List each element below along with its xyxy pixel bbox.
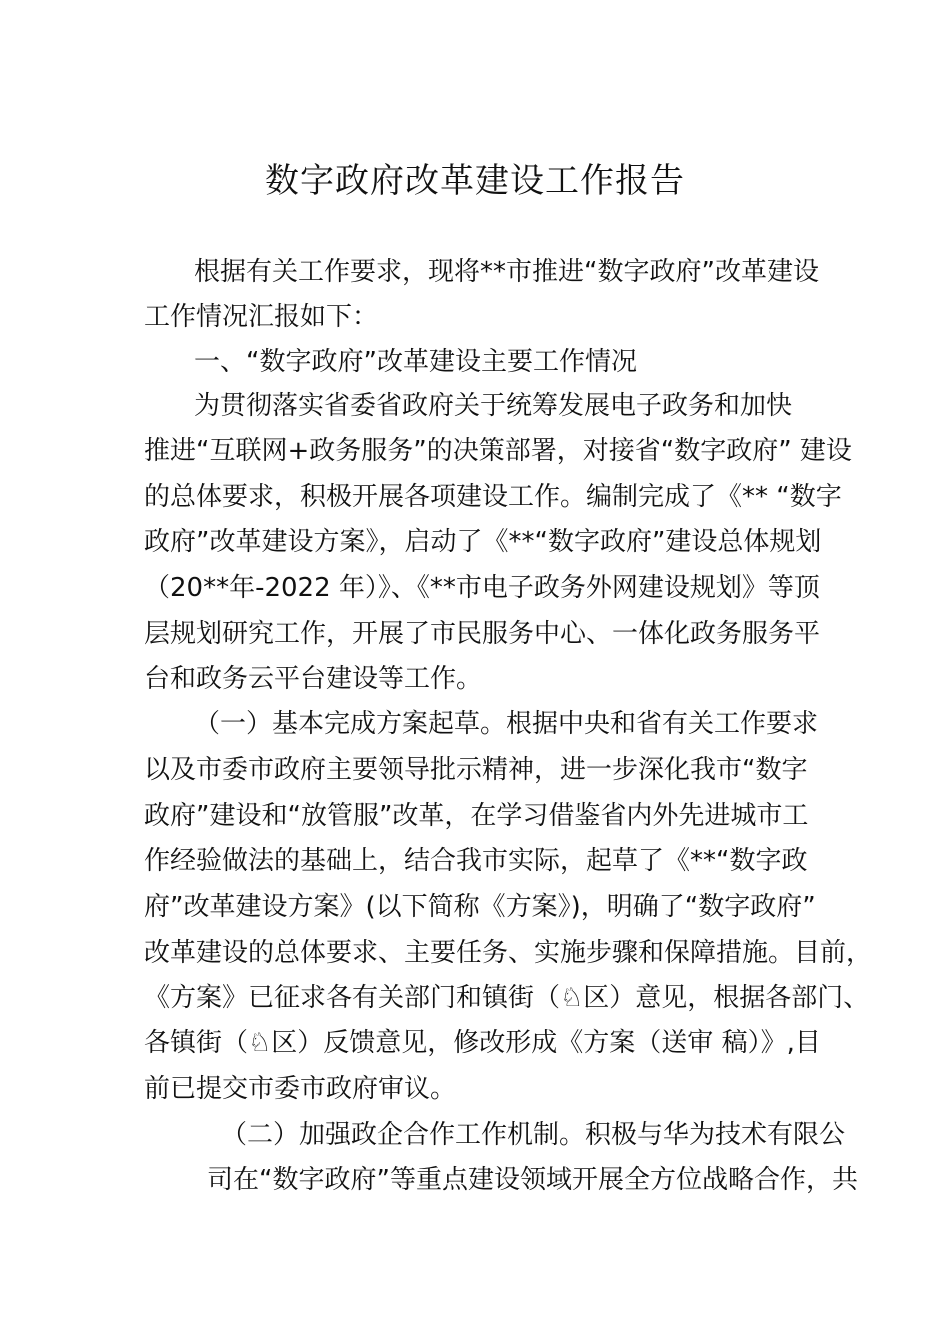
document-title: 数字政府改革建设工作报告 bbox=[265, 161, 685, 201]
paragraph-line: 层规划研究工作，开展了市民服务中心、一体化政务服务平 bbox=[144, 619, 821, 649]
paragraph-line: 根据有关工作要求，现将**市推进“数字政府”改革建设 bbox=[194, 257, 819, 287]
paragraph-line: 《方案》已征求各有关部门和镇街（♘区）意见，根据各部门、 bbox=[144, 983, 870, 1013]
paragraph-line: 推进“互联网+政务服务”的决策部署，对接省“数字政府” 建设 bbox=[144, 436, 852, 466]
paragraph-line: 作经验做法的基础上，结合我市实际，起草了《**“数字政 bbox=[144, 846, 808, 876]
paragraph-line: 改革建设的总体要求、主要任务、实施步骤和保障措施。目前， bbox=[144, 938, 873, 968]
paragraph-line: 为贯彻落实省委省政府关于统筹发展电子政务和加快 bbox=[194, 391, 793, 421]
subsection-heading: （二）加强政企合作工作机制。积极与华为技术有限公 bbox=[221, 1120, 846, 1150]
paragraph-line: （20**年-2022 年）》、《**市电子政务外网建设规划》等顶 bbox=[144, 573, 820, 603]
paragraph-line: 政府”建设和“放管服”改革，在学习借鉴省内外先进城市工 bbox=[144, 801, 809, 831]
paragraph-line: 司在“数字政府”等重点建设领域开展全方位战略合作，共 bbox=[207, 1165, 858, 1195]
section-heading: 一、“数字政府”改革建设主要工作情况 bbox=[194, 347, 637, 377]
paragraph-line: 以及市委市政府主要领导批示精神，进一步深化我市“数字 bbox=[144, 755, 808, 785]
paragraph-line: 各镇街（♘区）反馈意见，修改形成《方案（送审 稿）》,目 bbox=[144, 1028, 821, 1058]
paragraph-line: 前已提交市委市政府审议。 bbox=[144, 1074, 457, 1104]
paragraph-line: 台和政务云平台建设等工作。 bbox=[144, 664, 483, 694]
paragraph-line: 府”改革建设方案》(以下简称《方案》)，明确了“数字政府” bbox=[144, 892, 816, 922]
paragraph-line: 工作情况汇报如下： bbox=[144, 302, 379, 332]
paragraph-line: 的总体要求，积极开展各项建设工作。编制完成了《** “数字 bbox=[144, 482, 842, 512]
paragraph-line: 政府”改革建设方案》，启动了《**“数字政府”建设总体规划 bbox=[144, 527, 822, 557]
subsection-heading: （一）基本完成方案起草。根据中央和省有关工作要求 bbox=[194, 709, 819, 739]
